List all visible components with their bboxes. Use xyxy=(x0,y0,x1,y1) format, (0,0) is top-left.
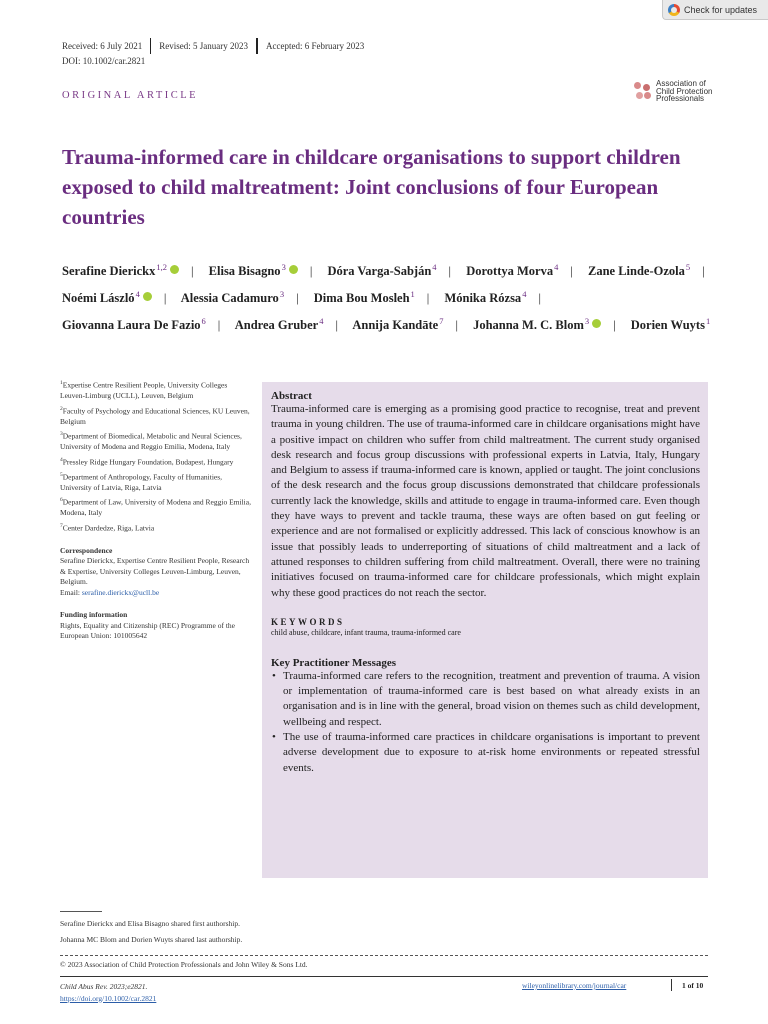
author-separator: | xyxy=(191,264,194,279)
author-name[interactable]: Johanna M. C. Blom$^3$ xyxy=(473,318,601,332)
author-name[interactable]: Giovanna Laura De Fazio$^6$ xyxy=(62,316,206,333)
author-separator: | xyxy=(613,318,616,333)
side-column xyxy=(60,378,254,642)
author-separator: | xyxy=(309,264,313,279)
author-name[interactable]: Dorottya Morva$^4$ xyxy=(466,262,559,279)
orcid-icon[interactable] xyxy=(592,319,601,328)
journal-citation xyxy=(60,981,156,1004)
author-separator: | xyxy=(448,264,452,279)
correspondence-title: Correspondence xyxy=(60,545,113,555)
article-dates xyxy=(62,38,364,54)
copyright: © 2023 Association of Child Protection Professionals and John Wiley & Sons Ltd. xyxy=(60,960,308,969)
correspondence-text: Serafine Dierickx, Expertise Centre Resilient People, Research & Expertise, University Colleges Leuven-Limburg, Leuven, Belgium. Email: serafine.dierickx@ucll.be xyxy=(60,556,250,597)
journal-url-link[interactable]: wileyonlinelibrary.com/journal/car xyxy=(522,981,627,990)
accepted-date: Accepted: 6 February 2023 xyxy=(265,41,365,51)
author-affiliation-mark: 1 xyxy=(410,289,415,300)
author-name[interactable]: Serafine Dierickx$^{1,2}$ xyxy=(62,264,179,278)
footnote-rule xyxy=(60,911,102,912)
author-separator: | xyxy=(538,291,541,306)
affiliation-item: $^1$Expertise Centre Resilient People, University Colleges Leuven-Limburg (UCLL), Leuven, Belgium xyxy=(60,380,228,400)
date-separator xyxy=(150,38,151,54)
abstract-box xyxy=(262,382,708,878)
acpp-logo xyxy=(634,80,712,103)
author-separator: | xyxy=(296,291,299,306)
author-affiliation-mark: 7 xyxy=(439,316,444,327)
author-affiliation-mark: 3 xyxy=(281,262,286,272)
check-for-updates-label: Check for updates xyxy=(684,4,758,15)
author-name[interactable]: Dima Bou Mosleh$^1$ xyxy=(313,289,415,306)
abstract-text: Trauma-informed care is emerging as a promising good practice to recognise, treat and prevent trauma in young children. The use of trauma-informed care in childcare organisations might have a positive impact on children who suffer from child maltreatment. The current study organised desk research and focus group discussions with professional experts in Latvia, Italy, Hungary and Belgium to assess if trauma-informed care is known, applied or taught. The joint conclusions of the desk research and the focus group discussions demonstrated that childcare professionals currently lack the knowledge, skills and attitude to engage in trauma-informed care. Even though they have ways to prevent and tackle trauma, these ways are often based on gut feeling or experience and are not formalised or explicitly addressed. This lack of conscious knowhow is an issue that possibly leads to underreporting of situations of child maltreatment and a lack of attuned responses to children suffering from child maltreatment. Overall, there were no training initiatives focused on trauma-informed care for childcare professionals, which might explain why these good practices do not reach the sector. xyxy=(271,403,700,599)
acpp-logo-icon xyxy=(634,82,652,100)
author-name[interactable]: Dorien Wuyts$^1$ xyxy=(630,316,711,333)
orcid-icon[interactable] xyxy=(289,265,298,274)
affiliation-item: $^2$Faculty of Psychology and Educational Sciences, KU Leuven, Belgium xyxy=(60,405,250,426)
author-affiliation-mark: 1 xyxy=(705,316,711,327)
list-item: • Trauma-informed care refers to the recognition, treatment and prevention of trauma. A vision or implementation of trauma-informed care is best based on what already exists in an organisation and is in line with the general, broad vision on themes such as child development, wellbeing and respect. xyxy=(271,669,700,730)
article-title: Trauma-informed care in childcare organisations to support children exposed to child maltreatment: Joint conclusions of four European countries xyxy=(62,145,681,229)
author-name[interactable]: Mónika Rózsa$^4$ xyxy=(444,289,527,306)
author-affiliation-mark: 3 xyxy=(279,289,285,300)
affiliation-item: $^3$Department of Biomedical, Metabolic and Neural Sciences, University of Modena and Reggio Emilia, Modena, Italy xyxy=(60,431,242,451)
keywords-text: child abuse, childcare, infant trauma, trauma-informed care xyxy=(271,627,461,637)
page-number: 1 of 10 xyxy=(682,981,704,990)
revised-date: Revised: 5 January 2023 xyxy=(159,41,248,51)
affiliation-item: $^4$Pressley Ridge Hungary Foundation, Budapest, Hungary xyxy=(60,456,234,466)
author-name[interactable]: Alessia Cadamuro$^3$ xyxy=(180,289,285,306)
author-separator: | xyxy=(335,318,338,333)
author-name[interactable]: Dóra Varga-Sabján$^4$ xyxy=(327,262,437,279)
divider xyxy=(60,976,708,977)
author-separator: | xyxy=(570,264,573,279)
author-affiliation-mark: 6 xyxy=(201,316,206,327)
author-affiliation-mark: 3 xyxy=(584,316,590,327)
author-separator: | xyxy=(217,318,221,333)
check-for-updates-button[interactable] xyxy=(662,0,768,20)
article-doi: DOI: 10.1002/car.2821 xyxy=(62,56,146,66)
author-affiliation-mark: 4 xyxy=(432,262,437,272)
journal-citation-text: Child Abus Rev. 2023;e2821. xyxy=(60,982,148,991)
key-messages-list xyxy=(271,669,700,776)
section-label: ORIGINAL ARTICLE xyxy=(62,90,199,101)
divider xyxy=(671,979,672,991)
author-name[interactable]: Noémi László$^4$ xyxy=(62,291,152,305)
author-list xyxy=(62,256,722,337)
footnote-first-authorship: Serafine Dierickx and Elisa Bisagno shared first authorship. xyxy=(60,919,240,928)
doi-link[interactable]: https://doi.org/10.1002/car.2821 xyxy=(60,993,157,1003)
affiliations xyxy=(60,378,254,534)
divider xyxy=(60,955,708,956)
abstract-title: Abstract xyxy=(271,390,312,402)
author-affiliation-mark: 4 xyxy=(135,289,140,300)
list-item: • The use of trauma-informed care practices in childcare organisations is important to prevent adverse development due to exposure to at-risk home environments or repeated stressful events. xyxy=(271,730,700,776)
key-messages-title: Key Practitioner Messages xyxy=(271,656,397,669)
author-affiliation-mark: 1,2 xyxy=(156,262,168,272)
acpp-logo-text: Association of Child Protection Professionals xyxy=(656,79,713,103)
author-name[interactable]: Annija Kandāte$^7$ xyxy=(352,316,444,333)
footnote-last-authorship: Johanna MC Blom and Dorien Wuyts shared last authorship. xyxy=(60,935,243,944)
author-affiliation-mark: 4 xyxy=(554,262,559,272)
affiliation-item: $^6$Department of Law, University of Modena and Reggio Emilia, Modena, Italy xyxy=(60,497,251,517)
author-affiliation-mark: 4 xyxy=(319,316,324,327)
orcid-icon[interactable] xyxy=(170,265,179,274)
author-name[interactable]: Zane Linde-Ozola$^5$ xyxy=(587,262,691,279)
affiliation-item: $^5$Department of Anthropology, Faculty of Humanities, University of Latvia, Riga, Latvia xyxy=(60,471,223,492)
received-date: Received: 6 July 2021 xyxy=(62,41,143,51)
author-affiliation-mark: 4 xyxy=(522,289,527,300)
author-separator: | xyxy=(426,291,430,306)
funding-text: Rights, Equality and Citizenship (REC) Programme of the European Union: 101005642 xyxy=(60,620,235,640)
orcid-icon[interactable] xyxy=(143,292,152,301)
author-separator: | xyxy=(163,291,167,306)
author-affiliation-mark: 5 xyxy=(685,262,691,272)
affiliation-item: $^7$Center Dardedze, Riga, Latvia xyxy=(60,522,155,532)
correspondence-email-link[interactable]: serafine.dierickx@ucll.be xyxy=(81,587,160,597)
author-separator: | xyxy=(455,318,458,333)
funding-title: Funding information xyxy=(60,610,128,619)
keywords-title: KEYWORDS xyxy=(271,616,345,627)
crossmark-icon xyxy=(668,4,680,16)
author-name[interactable]: Elisa Bisagno$^3$ xyxy=(209,264,298,278)
author-separator: | xyxy=(702,264,705,279)
author-name[interactable]: Andrea Gruber$^4$ xyxy=(234,316,324,333)
date-separator xyxy=(256,38,258,54)
